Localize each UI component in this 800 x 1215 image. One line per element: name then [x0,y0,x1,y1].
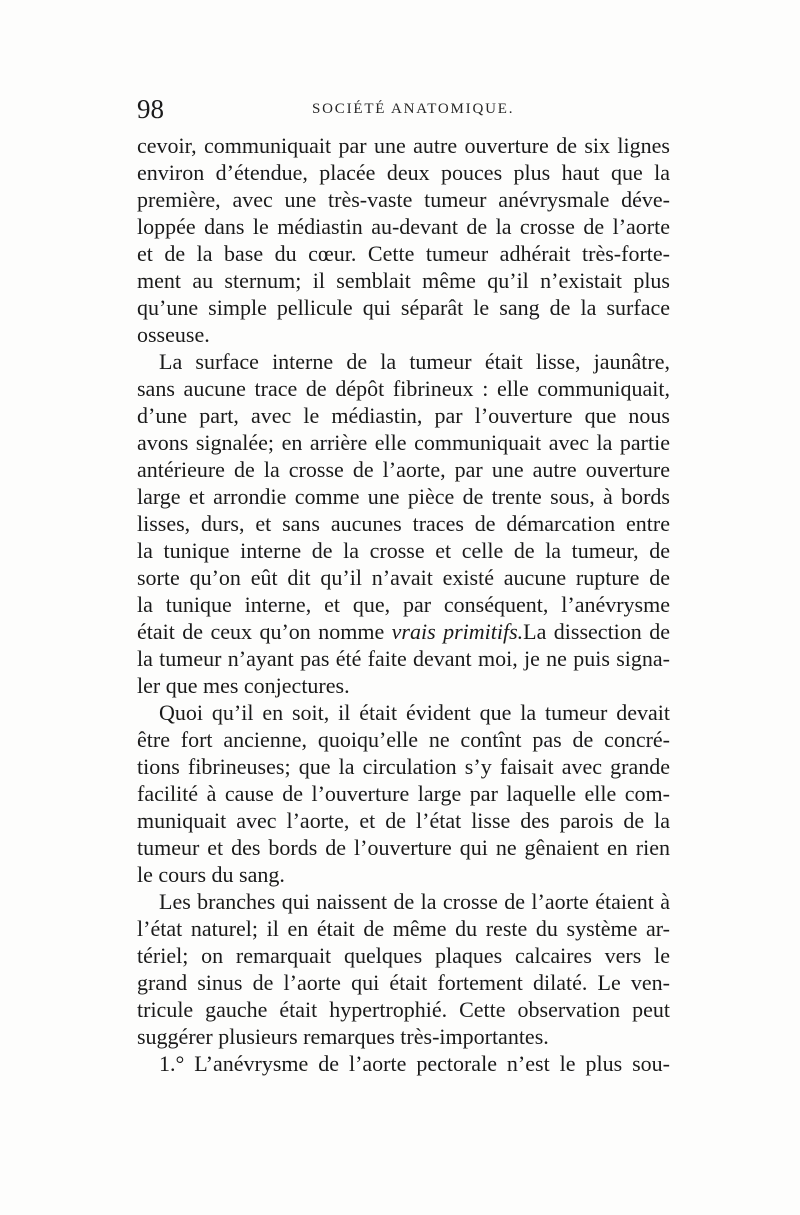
text-line: le cours du sang. [137,862,285,887]
text-line: être fort ancienne, quoiqu’elle ne contînt pas de concré- [137,727,670,752]
text-line: qu’une simple pellicule qui séparât le sang de la surface [137,295,670,320]
text-line: lisses, durs, et sans aucunes traces de démarcation entre [137,511,670,536]
text-line: muniquait avec l’aorte, et de l’état lisse des parois de la [137,808,670,833]
text-line: première, avec une très-vaste tumeur anévrysmale déve- [137,187,670,212]
text-line: La surface interne de la tumeur était lisse, jaunâtre, [159,349,670,374]
text-line: et de la base du cœur. Cette tumeur adhérait très-forte- [137,241,670,266]
text-line: l’état naturel; il en était de même du reste du système ar- [137,916,670,941]
text-line: tions fibrineuses; que la circulation s’y faisait avec grande [137,754,670,779]
text-line: osseuse. [137,322,210,347]
text-line: tumeur et des bords de l’ouverture qui ne gênaient en rien [137,835,670,860]
text-line: grand sinus de l’aorte qui était fortement dilaté. Le ven- [137,970,670,995]
text-line: loppée dans le médiastin au-devant de la crosse de l’aorte [137,214,670,239]
text-line: ler que mes conjectures. [137,673,350,698]
text-line: d’une part, avec le médiastin, par l’ouverture que nous [137,403,670,428]
text-line: tricule gauche était hypertrophié. Cette observation peut [137,997,670,1022]
running-head [137,94,670,128]
text-line: cevoir, communiquait par une autre ouverture de six lignes [137,133,670,158]
text-line: antérieure de la crosse de l’aorte, par une autre ouverture [137,457,670,482]
text-line: la tunique interne, et que, par conséquent, l’anévrysme [137,592,670,617]
text-line: environ d’étendue, placée deux pouces plus haut que la [137,160,670,185]
text-line: avons signalée; en arrière elle communiquait avec la partie [137,430,670,455]
text-line: sans aucune trace de dépôt fibrineux : elle communiquait, [137,376,670,401]
text-line: la tumeur n’ayant pas été faite devant moi, je ne puis signa- [137,646,670,671]
text-line: large et arrondie comme une pièce de trente sous, à bords [137,484,670,509]
text-line: 1.° L’anévrysme de l’aorte pectorale n’est le plus sou- [159,1051,670,1076]
text-line: sorte qu’on eût dit qu’il n’avait existé aucune rupture de [137,565,670,590]
text-line: ment au sternum; il semblait même qu’il n’existait plus [137,268,670,293]
text-line: suggérer plusieurs remarques très-importantes. [137,1024,549,1049]
text-line: Quoi qu’il en soit, il était évident que la tumeur devait [159,700,670,725]
page-number: 98 [137,94,164,124]
text-segment: était de ceux qu’on nomme [137,619,385,644]
body-text [137,132,670,1077]
italic-term: vrais primitifs. [391,619,524,644]
text-line: la tunique interne de la crosse et celle de la tumeur, de [137,538,670,563]
running-title: SOCIÉTÉ ANATOMIQUE. [312,101,515,117]
text-line: tériel; on remarquait quelques plaques calcaires vers le [137,943,670,968]
text-line [137,618,670,645]
text-line: Les branches qui naissent de la crosse de l’aorte étaient à [159,889,670,914]
text-segment: La dissection de [523,619,670,644]
text-line: facilité à cause de l’ouverture large par laquelle elle com- [137,781,670,806]
